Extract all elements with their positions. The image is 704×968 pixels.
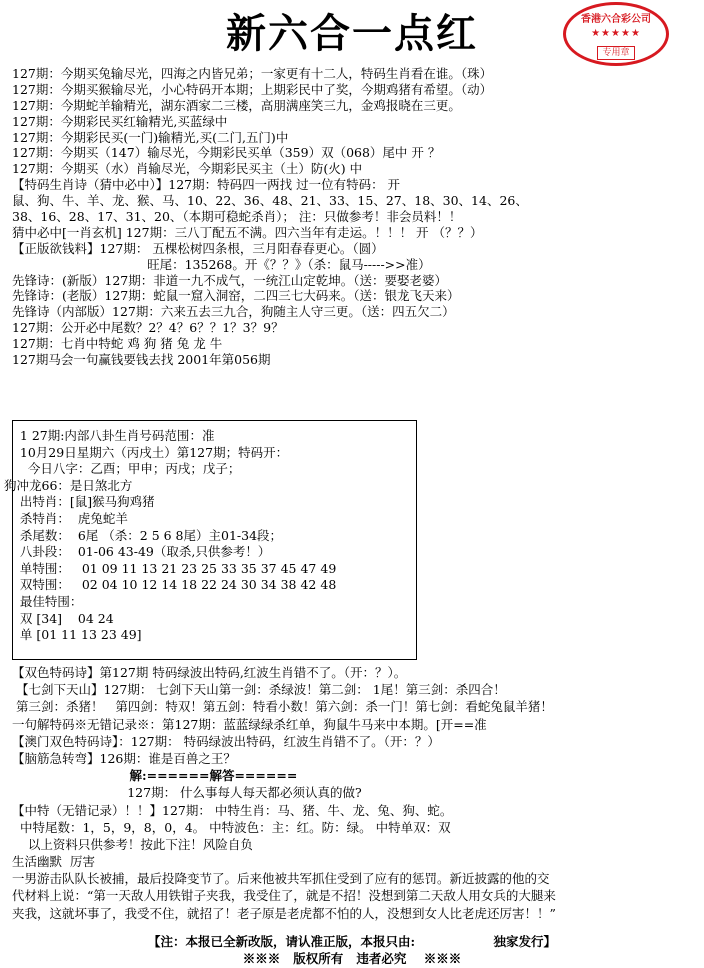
seal-stars: ★★★★★ (591, 28, 641, 39)
text-line: 旺尾：135268。开《？？》（杀：鼠马----->>准） (12, 256, 431, 272)
box-line: 10月29日星期六（丙戌土）第127期；特码开： (4, 444, 289, 460)
text-line: 鼠、狗、牛、羊、龙、猴、马、10、22、36、48、21、33、15、27、18、30、14、26、 (12, 193, 528, 209)
text-line: 【双色特码诗】第127期 特码绿波出特码,红波生肖错不了。（开：？）。 (12, 665, 407, 680)
text-line: 第三剑：杀猪！ 第四剑：特双！第五剑：特看小数！第六剑：杀一门！第七剑：看蛇兔鼠羊猪！ (12, 699, 553, 715)
box-line: 八卦段： 01-06 43-49（取杀,只供参考！） (4, 544, 271, 560)
text-line: 127期： 什么事每人每天都必须认真的做? (12, 785, 362, 801)
text-line: 127期：今期彩民买红输精光,买蓝绿中 (12, 113, 228, 129)
prediction-lines (12, 66, 702, 368)
box-line: 出特肖：[鼠]猴马狗鸡猪 (4, 494, 155, 510)
text-line: 127期：七肖中特蛇 鸡 狗 猪 兔 龙 牛 (12, 336, 223, 352)
text-line: 127期马会一句赢钱要钱去找 2001年第056期 (12, 352, 271, 368)
text-line: 127期：公开必中尾数？2？4？6？？1？3？9？ (12, 320, 284, 336)
box-line: 今日八字：乙酉；甲申；丙戌；戊子； (4, 461, 241, 477)
lower-section (12, 664, 702, 922)
text-line: 先锋诗：(老版）127期：蛇鼠一窟入洞窑，二四三七大码来。（送：银龙飞天来） (12, 288, 460, 304)
bagua-box (4, 428, 424, 644)
box-line: 双 [34] 04 24 (4, 610, 114, 626)
footer-copyright: ※※※ 版权所有 违者必究 ※※※ (242, 951, 462, 966)
text-line: 中特尾数：1，5，9，8，0，4。 中特波色：主：红。防：绿。 中特单双：双 (12, 819, 451, 835)
box-line: 狗冲龙66：是日煞北方 (4, 477, 133, 493)
text-line: 先锋诗：(新版）127期：非道一九不成气，一统江山定乾坤。（送：要娶老婆） (12, 272, 447, 288)
text-line: 猜中必中[一肖玄机] 127期：三八丁配五不满。四六当年有走运。！！！ 开 （？？） (12, 224, 483, 240)
box-line: 最佳特围： (4, 593, 83, 609)
text-line: 127期：今期买（水）肖输尽光，今期彩民买主（土）防(火) 中 (12, 161, 363, 177)
text-line: 【澳门双色特码诗】：127期： 特码绿波出特码，红波生肖错不了。（开：？） (12, 733, 440, 749)
text-line: 38、16、28、17、31、20、（本期可稳蛇杀肖）； 注：只做参考！非会员料！！ (12, 209, 462, 225)
box-line: 双特围： 02 04 10 12 14 18 22 24 30 34 38 42 48 (4, 577, 337, 593)
text-line: 【中特（无错记录）！！】127期： 中特生肖：马、猪、牛、龙、兔、狗、蛇。 (12, 802, 453, 818)
box-line: 单 [01 11 13 23 49] (4, 627, 142, 643)
box-line: 单特围： 01 09 11 13 21 23 25 33 35 37 45 47 49 (4, 560, 337, 576)
seal-arc-text: 香港六合彩公司 (581, 14, 651, 25)
text-line: 127期：今期买兔输尽光，四海之内皆兄弟；一家更有十二人，特码生肖看在谁。（珠） (12, 66, 493, 81)
text-line: 一男游击队队长被捕，最后投降变节了。后来他被共军抓住受到了应有的惩罚。新近披露的他的交 (12, 871, 550, 887)
text-line: 【特码生肖诗（猜中必中）】127期：特码四一两找 过一位有特码： 开 (12, 177, 401, 193)
text-line: 【七剑下天山】127期： 七剑下天山第一剑：杀绿波！第二剑： 1尾！第三剑：杀四合！ (12, 682, 506, 698)
box-line: 1 27期:内部八卦生肖号码范围：准 (4, 428, 215, 443)
text-line: 解:======解答====== (12, 768, 298, 784)
text-line: 先锋诗（内部版）127期：六来五去三九合，狗随主人守三更。（送：四五欠二） (12, 304, 455, 320)
text-line: 生活幽默 厉害 (12, 854, 95, 870)
text-line: 代材料上说：“第一天敌人用铁钳子夹我，我受住了，就是不招！没想到第二天敌人用女兵的大腿来 (12, 888, 556, 904)
footer-notice: 【注：本报已全新改版，请认准正版，本报只由: 独家发行】 (148, 934, 556, 949)
company-seal (563, 2, 669, 66)
text-line: 127期：今期蛇羊输精光，湖东酒家二三楼，高朋满座笑三九，金鸡报晓在三更。 (12, 97, 461, 113)
text-line: 【正版欲钱料】127期： 五棵松树四条根，三月阳春春更心。（圆） (12, 240, 384, 256)
text-line: 127期：今期买（147）输尽光，今期彩民买单（359）双（068）尾中 开 ？ (12, 145, 441, 161)
box-line: 杀尾数： 6尾 （杀：2 5 6 8尾）主01-34段； (4, 527, 283, 543)
text-line: 夹我，这就坏事了，我受不住，就招了！老子原是老虎都不怕的人，没想到女人比老虎还厉害！！” (12, 905, 556, 921)
page-title: 新六合一点红 (226, 10, 478, 57)
text-line: 127期：今期彩民买(一门)输精光,买(二门,五门)中 (12, 129, 289, 145)
box-line: 杀特肖： 虎兔蛇羊 (4, 510, 128, 526)
text-line: 一句解特码※无错记录※：第127期：蓝蓝绿绿杀红单，狗鼠牛马来中本期。[开==准 (12, 716, 487, 732)
text-line: 以上资料只供参考！按此下注！风险自负 (12, 836, 253, 852)
seal-sub-text: 专用章 (597, 46, 634, 60)
text-line: 127期：今期买猴输尽光，小心特码开本期；上期彩民中了奖，今期鸡猪有希望。（动） (12, 81, 493, 97)
text-line: 【脑筋急转弯】126期：谁是百兽之王？ (12, 750, 236, 766)
